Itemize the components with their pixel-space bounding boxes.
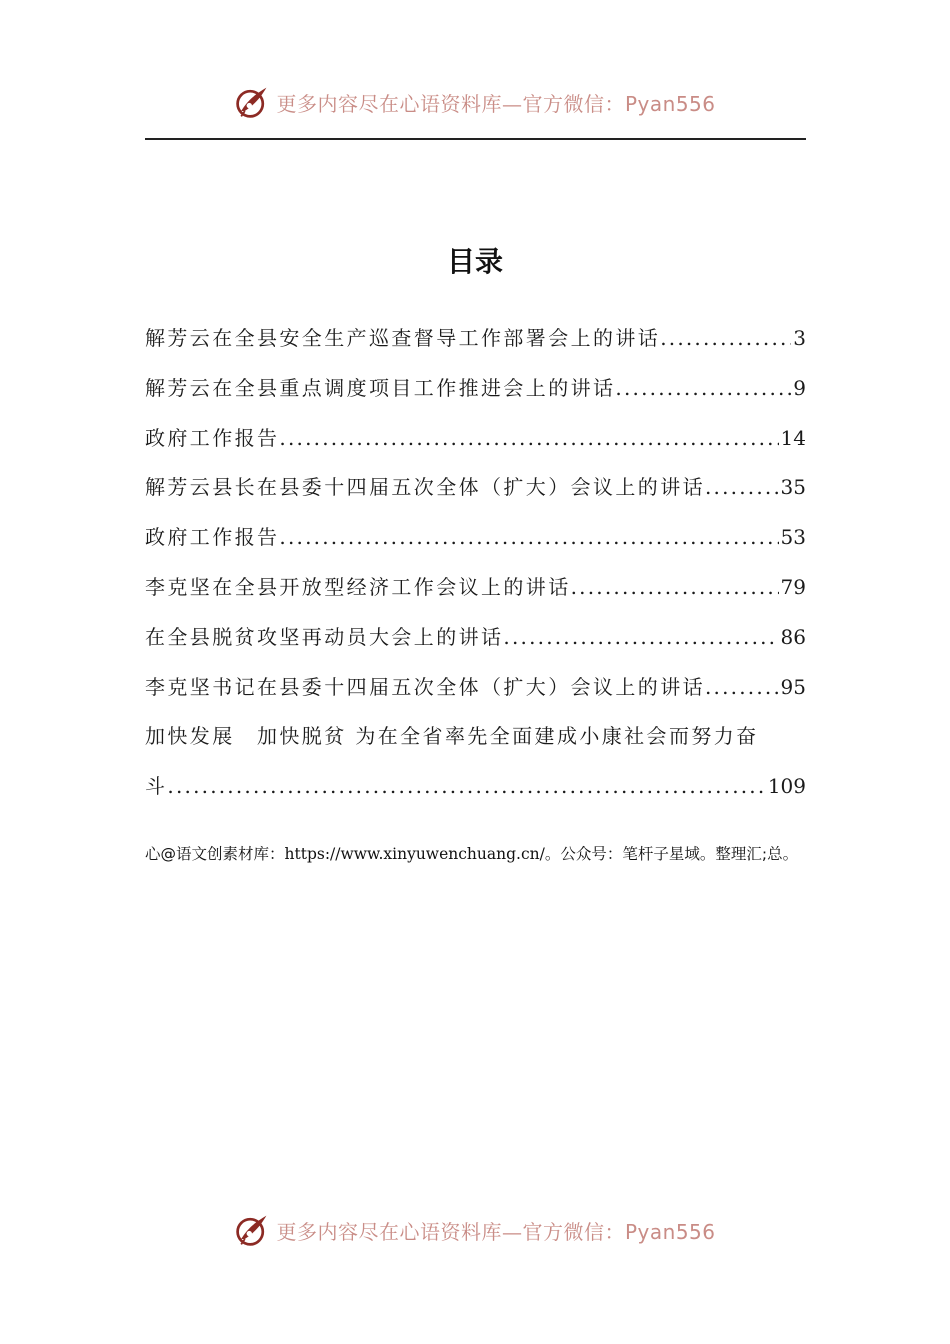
quill-pen-logo-icon	[234, 84, 270, 120]
header-banner-inner	[234, 84, 715, 120]
toc-leader-dots	[279, 525, 778, 549]
toc-entry[interactable]	[145, 571, 806, 621]
toc-title: 目录	[446, 245, 503, 278]
header-wechat-id: Pyan556	[624, 91, 716, 116]
source-url-link[interactable]: https://www.xinyuwenchuang.cn/	[284, 845, 545, 863]
toc-entry-title: 在全县脱贫攻坚再动员大会上的讲话	[145, 624, 504, 649]
footer-wechat-id: Pyan556	[624, 1219, 716, 1244]
quill-pen-logo-icon	[234, 1212, 270, 1248]
toc-entry-page: 53	[780, 525, 806, 550]
toc-entry-page: 95	[780, 674, 806, 699]
toc-leader-dots	[571, 575, 779, 599]
source-note-prefix: 心@语文创素材库：	[145, 845, 285, 863]
toc-entry-line2[interactable]	[145, 770, 806, 820]
toc-entry-title: 政府工作报告	[145, 525, 280, 550]
toc-leader-dots	[705, 675, 779, 699]
table-of-contents	[145, 322, 806, 820]
toc-entry[interactable]	[145, 671, 806, 721]
toc-leader-dots	[705, 475, 779, 499]
toc-entry-line1[interactable]	[145, 720, 806, 770]
header-banner	[0, 80, 950, 124]
toc-entry-title: 解芳云县长在县委十四届五次全体（扩大）会议上的讲话	[145, 475, 705, 500]
source-note	[145, 842, 810, 867]
footer-banner	[0, 1208, 950, 1252]
toc-leader-dots	[660, 326, 791, 350]
toc-entry-page: 3	[793, 326, 806, 350]
source-note-suffix: 。公众号：笔杆子星域。整理汇;总。	[544, 845, 799, 863]
header-banner-text	[276, 88, 715, 117]
toc-leader-dots	[615, 376, 791, 400]
toc-entry-page: 14	[780, 425, 806, 450]
header-rule	[145, 138, 806, 140]
toc-entry[interactable]	[145, 422, 806, 472]
toc-entry-title: 李克坚在全县开放型经济工作会议上的讲话	[145, 574, 571, 599]
toc-entry[interactable]	[145, 372, 806, 422]
toc-entry[interactable]	[145, 471, 806, 521]
toc-entry-title: 解芳云在全县重点调度项目工作推进会上的讲话	[145, 375, 616, 400]
toc-leader-dots	[167, 774, 765, 798]
footer-banner-label: 更多内容尽在心语资料库—官方微信：	[276, 1219, 625, 1244]
toc-leader-dots	[503, 625, 778, 649]
toc-leader-dots	[279, 426, 778, 450]
toc-entry-title: 解芳云在全县安全生产巡查督导工作部署会上的讲话	[145, 326, 661, 350]
toc-entry[interactable]	[145, 521, 806, 571]
header-banner-label: 更多内容尽在心语资料库—官方微信：	[276, 91, 625, 116]
toc-entry-title: 政府工作报告	[145, 425, 280, 450]
toc-entry-title: 李克坚书记在县委十四届五次全体（扩大）会议上的讲话	[145, 674, 705, 699]
toc-entry-page: 35	[780, 475, 806, 500]
toc-entry[interactable]	[145, 322, 806, 372]
toc-entry-page: 9	[793, 375, 806, 400]
footer-banner-inner	[234, 1212, 715, 1248]
toc-entry-title-continued: 斗	[145, 774, 168, 799]
toc-entry-page: 86	[780, 624, 806, 649]
toc-entry-page: 79	[780, 574, 806, 599]
toc-entry-page: 109	[767, 774, 806, 799]
toc-entry-title: 加快发展 加快脱贫 为在全省率先全面建成小康社会而努力奋	[145, 724, 759, 749]
toc-entry[interactable]	[145, 621, 806, 671]
footer-banner-text	[276, 1216, 715, 1245]
